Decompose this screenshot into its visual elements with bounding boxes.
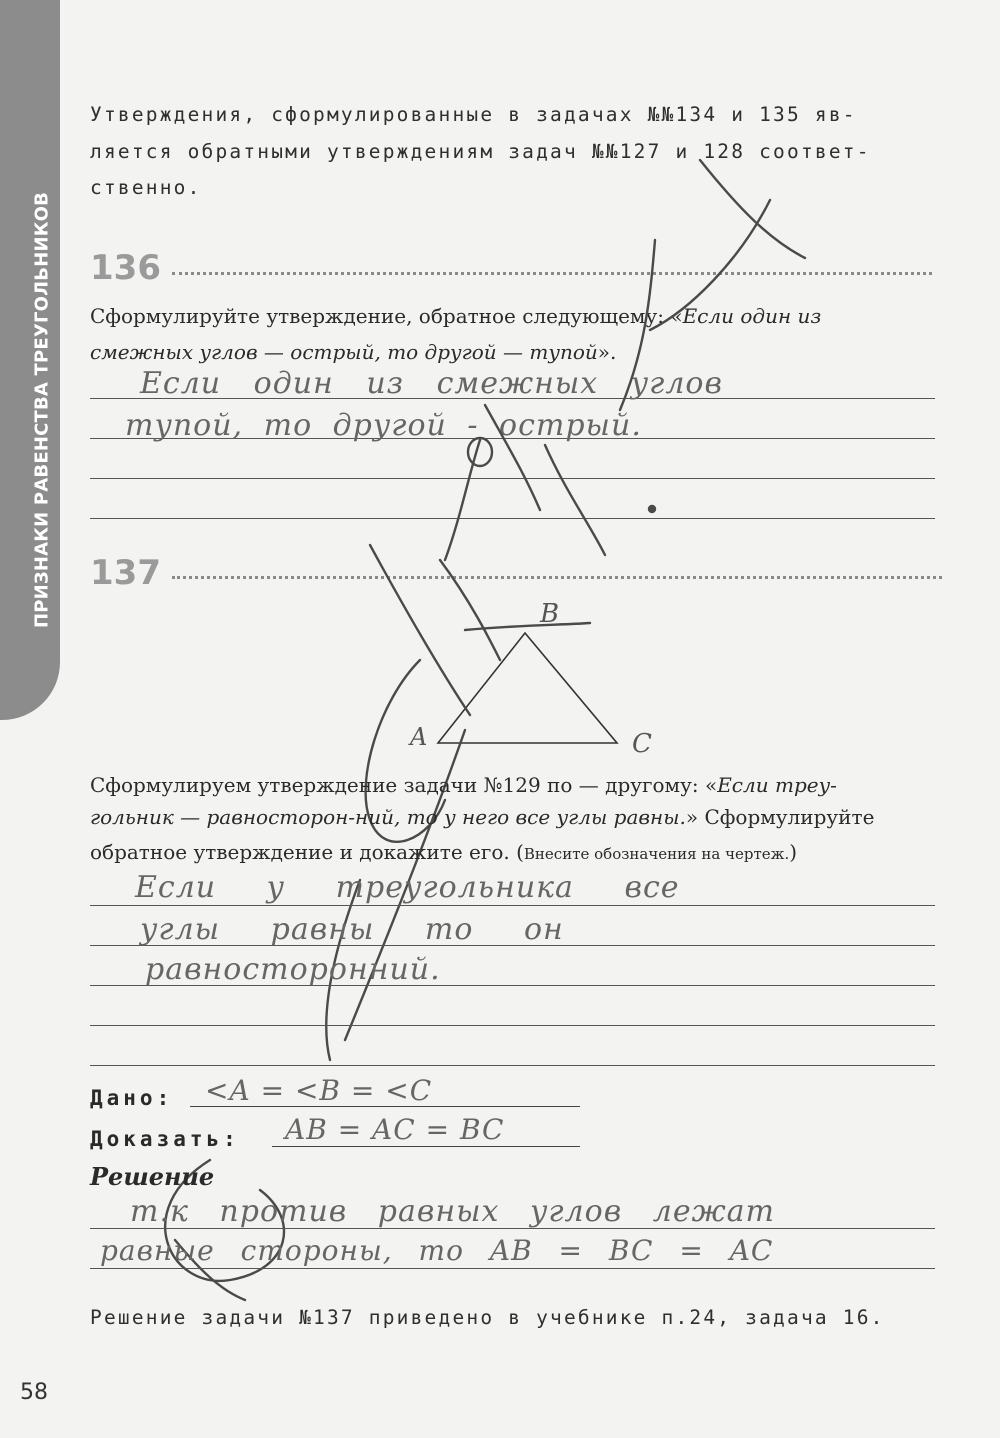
vertex-b-label: B xyxy=(540,599,560,629)
task-136-prompt-line-1: Сформулируйте утверждение, обратное следующему: «Если один из xyxy=(90,304,822,328)
answer-rule xyxy=(90,1025,935,1026)
task-136-prompt-line-2: смежных углов — острый, то другой — тупой». xyxy=(90,340,617,364)
footer-note: Решение задачи №137 приведено в учебнике п.24, задача 16. xyxy=(90,1306,885,1329)
intro-line-1: Утверждения, сформулированные в задачах №№134 и 135 яв- xyxy=(90,103,857,126)
handwritten-answer-137-line-3: равносторонний. xyxy=(145,952,441,987)
answer-rule xyxy=(90,1268,935,1269)
task-136-number: 136 xyxy=(90,248,161,288)
prove-underline xyxy=(272,1146,580,1147)
intro-line-2: ляется обратными утверждениям задач №№127 и 128 соответ- xyxy=(90,140,871,163)
prove-label: Доказать: xyxy=(90,1127,240,1151)
intro-line-3: ственно. xyxy=(90,176,202,199)
handwritten-answer-136-line-1: Если один из смежных углов xyxy=(140,366,723,401)
handwritten-answer-137-line-1: Если у треугольника все xyxy=(135,870,680,905)
vertex-c-label: C xyxy=(632,729,652,759)
task-137-number: 137 xyxy=(90,553,161,593)
task-137-prompt-line-2: гольник — равносторон-ний, то у него все углы равны.» Сформулируйте xyxy=(90,805,875,829)
answer-rule xyxy=(90,905,935,906)
chapter-title: ПРИЗНАКИ РАВЕНСТВА ТРЕУГОЛЬНИКОВ xyxy=(31,191,53,629)
page-number: 58 xyxy=(20,1380,48,1405)
handwritten-given: <A = <B = <C xyxy=(205,1074,433,1107)
handwritten-solution-line-1: т.к против равных углов лежат xyxy=(130,1194,776,1229)
vertex-a-label: A xyxy=(410,723,428,751)
handwritten-answer-136-line-2: тупой, то другой - острый. xyxy=(125,408,642,443)
answer-rule xyxy=(90,1065,935,1066)
handwritten-prove: AB = AC = BC xyxy=(285,1113,505,1146)
task-137-prompt-line-3: обратное утверждение и докажите его. (Внесите обозначения на чертеж.) xyxy=(90,840,798,864)
handwritten-answer-137-line-2: углы равны то он xyxy=(140,912,564,947)
given-label: Дано: xyxy=(90,1086,174,1110)
task-137-prompt-line-1: Сформулируем утверждение задачи №129 по — другому: «Если треу- xyxy=(90,773,837,797)
solution-label: Решение xyxy=(90,1162,215,1191)
handwritten-solution-line-2: равные стороны, то AB = BC = AC xyxy=(100,1234,774,1267)
